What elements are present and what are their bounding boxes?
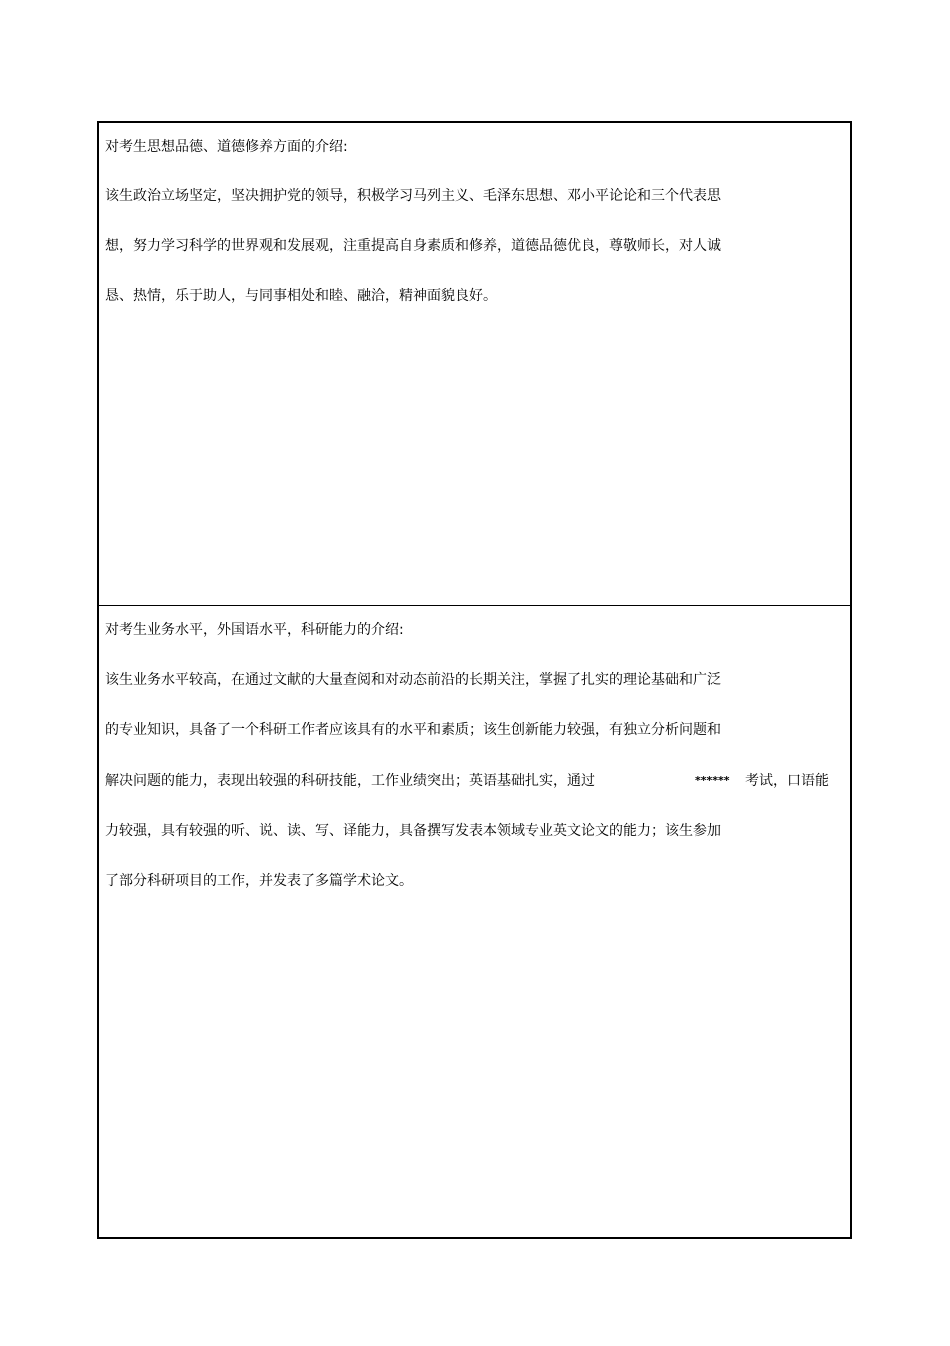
academic-ability-text-line-4: 力较强，具有较强的听、说、读、写、译能力，具备撰写发表本领域专业英文论文的能力；该生参加	[105, 823, 721, 839]
moral-character-text-line-3: 恳、热情，乐于助人，与同事相处和睦、融洽，精神面貌良好。	[105, 288, 497, 304]
academic-ability-text-line-1: 该生业务水平较高，在通过文献的大量查阅和对动态前沿的长期关注，掌握了扎实的理论基础和广泛	[105, 672, 721, 688]
moral-character-section	[99, 123, 850, 606]
academic-ability-text-line-5: 了部分科研项目的工作，并发表了多篇学术论文。	[105, 873, 413, 889]
academic-ability-heading: 对考生业务水平，外国语水平，科研能力的介绍:	[105, 622, 404, 638]
moral-character-text-line-2: 想，努力学习科学的世界观和发展观，注重提高自身素质和修养，道德品德优良，尊敬师长，对人诚	[105, 238, 721, 254]
academic-ability-text-line-3: 解决问题的能力，表现出较强的科研技能，工作业绩突出；英语基础扎实，通过	[105, 773, 595, 789]
academic-ability-text-line-2: 的专业知识，具备了一个科研工作者应该具有的水平和素质；该生创新能力较强，有独立分析问题和	[105, 722, 721, 738]
academic-ability-text-line-3-tail: 考试，口语能	[745, 773, 829, 789]
recommendation-form-table	[97, 121, 852, 1239]
masked-exam-name: ******	[695, 774, 730, 787]
moral-character-text-line-1: 该生政治立场坚定，坚决拥护党的领导，积极学习马列主义、毛泽东思想、邓小平论论和三个代表思	[105, 188, 721, 204]
academic-ability-section	[99, 606, 850, 1237]
moral-character-heading: 对考生思想品德、道德修养方面的介绍:	[105, 139, 348, 155]
